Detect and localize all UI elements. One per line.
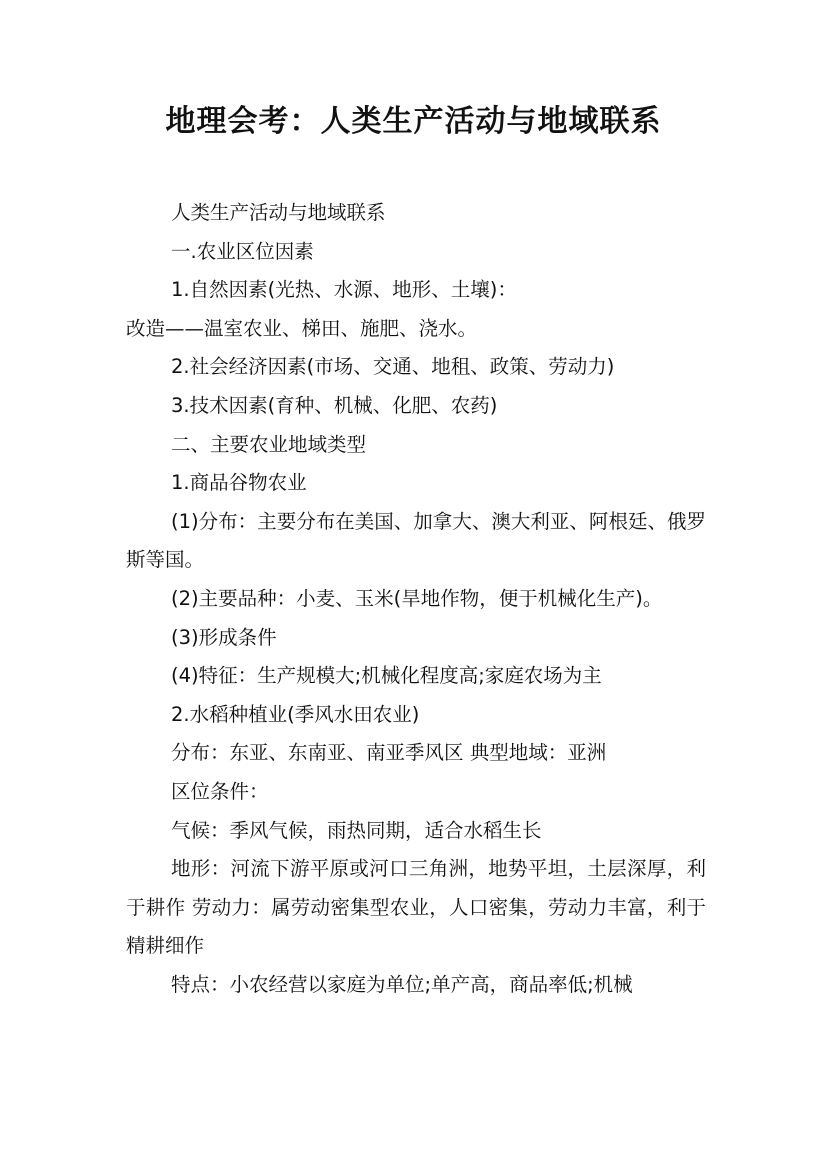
paragraph-main-varieties: (2)主要品种：小麦、玉米(旱地作物，便于机械化生产)。 (171, 586, 663, 610)
paragraph-location-conditions: 区位条件： (171, 779, 269, 803)
paragraph-rice-distribution: 分布：东亚、东南亚、南亚季风区 典型地域：亚洲 (171, 741, 607, 765)
paragraph-features: (4)特征：生产规模大;机械化程度高;家庭农场为主 (171, 664, 602, 688)
paragraph-characteristics: 特点：小农经营以家庭为单位;单产高，商品率低;机械 (171, 972, 633, 996)
document-title: 地理会考：人类生产活动与地域联系 (165, 104, 662, 139)
document-body (126, 194, 706, 1004)
paragraph-section-2: 二、主要农业地域类型 (171, 432, 367, 456)
paragraph-transformation: 改造——温室农业、梯田、施肥、浇水。 (126, 316, 478, 340)
paragraph-section-1: 一.农业区位因素 (171, 239, 314, 263)
paragraph-rice-farming: 2.水稻种植业(季风水田农业) (171, 702, 420, 726)
paragraph-climate: 气候：季风气候，雨热同期，适合水稻生长 (171, 818, 542, 842)
paragraph-distribution: (1)分布：主要分布在美国、加拿大、澳大利亚、阿根廷、俄罗斯等国。 (126, 509, 706, 572)
paragraph-commercial-grain: 1.商品谷物农业 (171, 471, 307, 495)
paragraph-technical-factors: 3.技术因素(育种、机械、化肥、农药) (171, 393, 498, 417)
paragraph-socioeconomic-factors: 2.社会经济因素(市场、交通、地租、政策、劳动力) (171, 355, 615, 379)
paragraph-formation-conditions: (3)形成条件 (171, 625, 277, 649)
paragraph-natural-factors: 1.自然因素(光热、水源、地形、土壤)： (171, 278, 517, 302)
paragraph-heading: 人类生产活动与地域联系 (171, 201, 386, 224)
paragraph-terrain-labor: 地形：河流下游平原或河口三角洲，地势平坦，土层深厚，利于耕作 劳动力：属劳动密集型农业，人口密集，劳动力丰富，利于精耕细作 (126, 857, 706, 958)
